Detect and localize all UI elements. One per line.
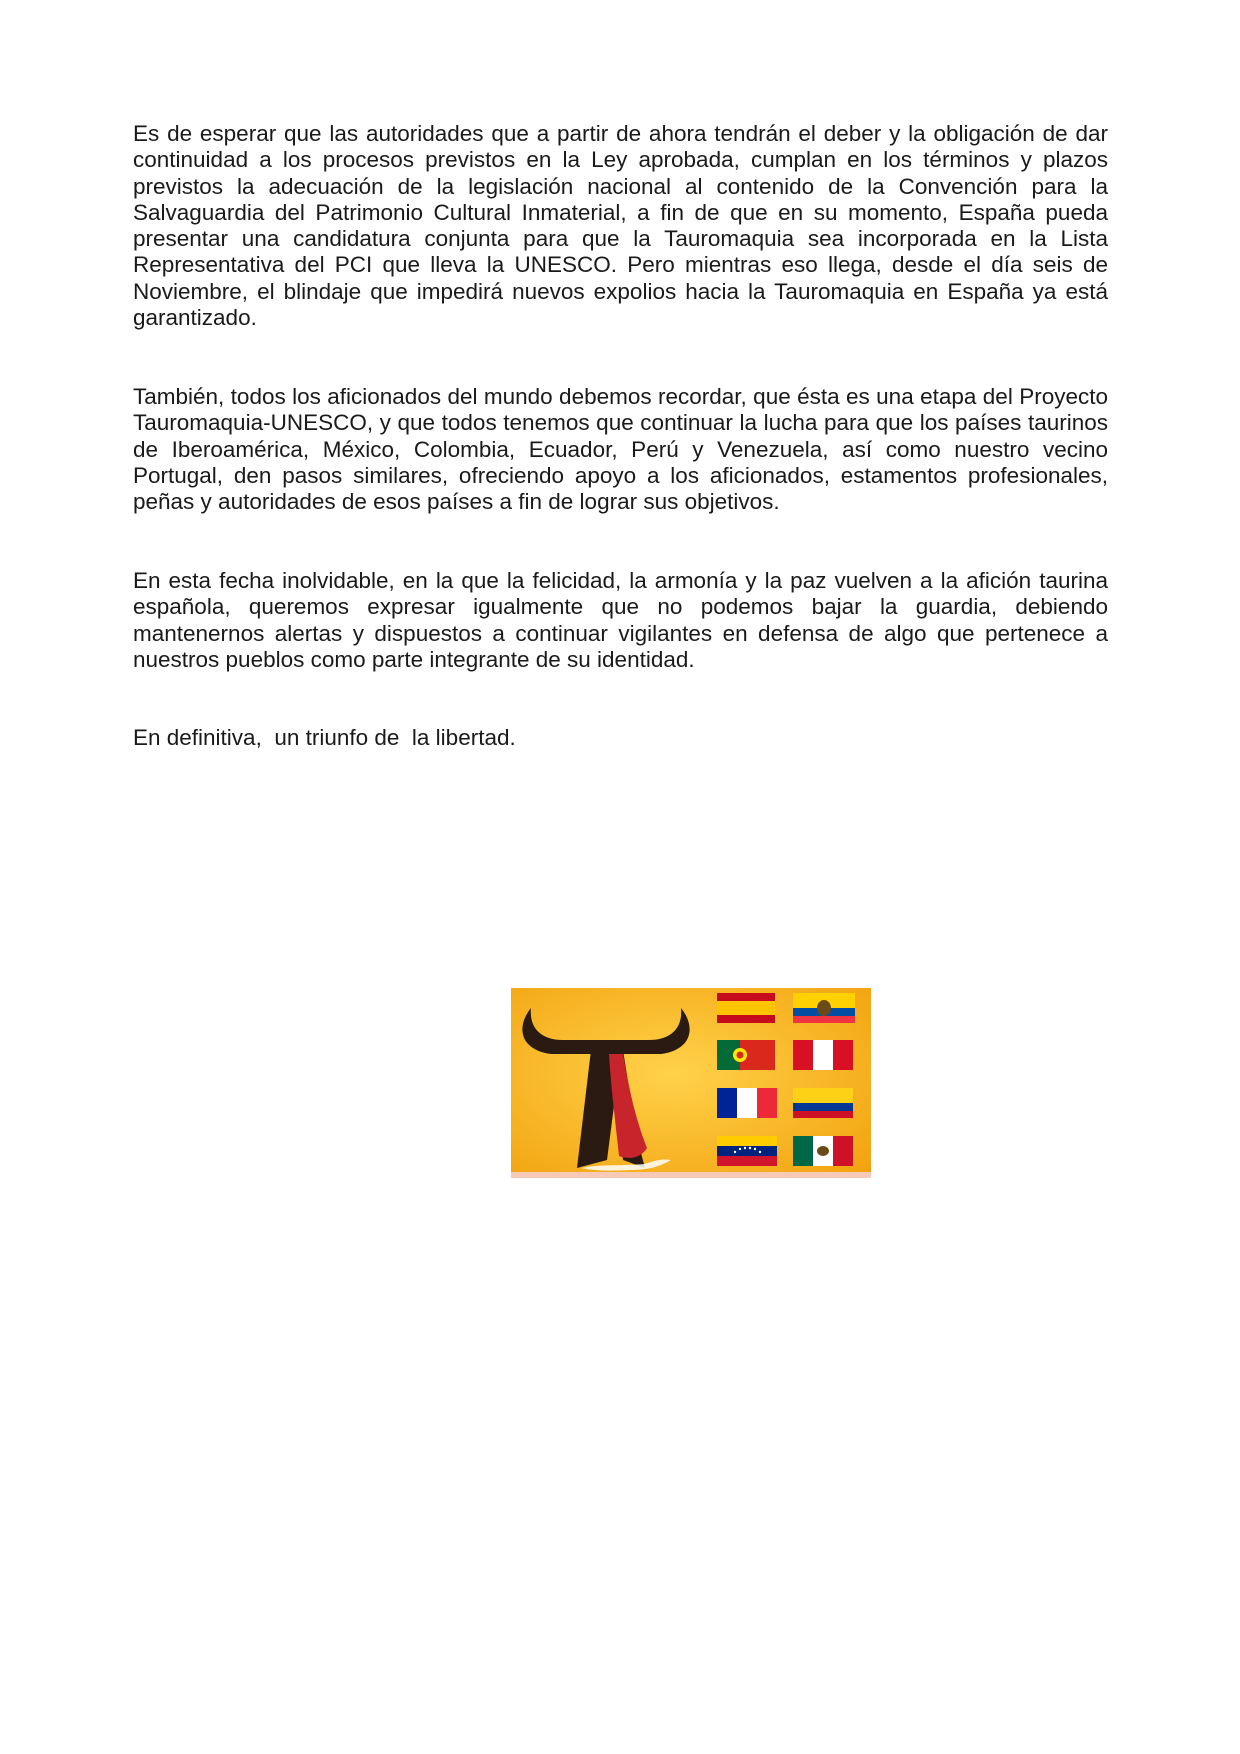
paragraph-conclusion: En definitiva, un triunfo de la libertad. — [133, 725, 516, 750]
ecuador-flag — [793, 993, 855, 1023]
tauromaquia-flags-logo — [511, 988, 871, 1178]
france-flag — [717, 1088, 777, 1118]
mexico-flag — [793, 1136, 853, 1166]
paragraph-aficionados: También, todos los aficionados del mundo debemos recordar, que ésta es una etapa del Proyecto Tauromaquia-UNESCO, y que todos tenemos que continuar la lucha para que los países taurinos de Iberoamérica, México, Colombia, Ecuador, Perú y Venezuela, así como nuestro vecino Portugal, den pasos similares, ofreciendo apoyo a los aficionados, estamentos profesionales, peñas y autoridades de esos países a fin de lograr sus objetivos. — [133, 384, 1108, 515]
paragraph-fecha-inolvidable: En esta fecha inolvidable, en la que la felicidad, la armonía y la paz vuelven a la afición taurina española, queremos expresar igualmente que no podemos bajar la guardia, debiendo mantenernos alertas y dispuestos a continuar vigilantes en defensa de algo que pertenece a nuestros pueblos como parte integrante de su identidad. — [133, 568, 1108, 672]
peru-flag — [793, 1040, 853, 1070]
portugal-flag — [717, 1040, 775, 1070]
spain-flag — [717, 993, 775, 1023]
colombia-flag — [793, 1088, 853, 1118]
paragraph-authorities: Es de esperar que las autoridades que a partir de ahora tendrán el deber y la obligación de dar continuidad a los procesos previstos en la Ley aprobada, cumplan en los términos y plazos previstos la adecuación de la legislación nacional al contenido de la Convención para la Salvaguardia del Patrimonio Cultural Inmaterial, a fin de que en su momento, España pueda presentar una candidatura conjunta para que la Tauromaquia sea incorporada en la Lista Representativa del PCI que lleva la UNESCO. Pero mientras eso llega, desde el día seis de Noviembre, el blindaje que impedirá nuevos expolios hacia la Tauromaquia en España ya está garantizado. — [133, 121, 1108, 331]
venezuela-flag — [717, 1136, 777, 1166]
